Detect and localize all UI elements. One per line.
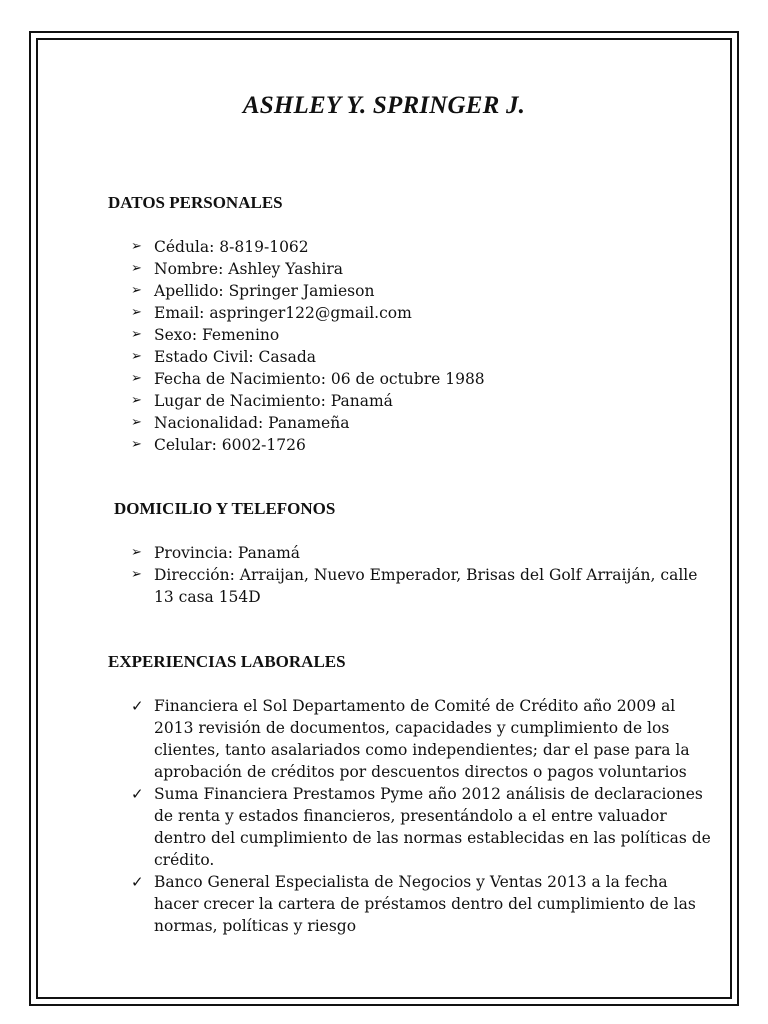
arrow-bullet-icon: ➢	[131, 567, 142, 582]
arrow-bullet-icon: ➢	[131, 261, 142, 276]
arrow-bullet-icon: ➢	[131, 371, 142, 386]
heading-personal-data: DATOS PERSONALES	[108, 193, 283, 212]
list-item: ➢ Estado Civil: Casada	[131, 348, 317, 366]
list-item: ➢ Cédula: 8-819-1062	[131, 238, 309, 256]
list-item: ➢ Provincia: Panamá	[131, 544, 301, 562]
list-item: ➢ Apellido: Springer Jamieson	[131, 282, 375, 300]
experience-list	[131, 695, 716, 937]
list-item: ✓ Banco General Especialista de Negocios y Ventas 2013 a la fecha hacer crecer la cartera de préstamos dentro del cumplimiento de las normas, políticas y riesgo	[131, 873, 696, 935]
list-item: ➢ Sexo: Femenino	[131, 326, 280, 344]
checkmark-icon: ✓	[131, 785, 144, 803]
list-item: ➢ Nacionalidad: Panameña	[131, 414, 350, 432]
checkmark-icon: ✓	[131, 697, 144, 715]
arrow-bullet-icon: ➢	[131, 239, 142, 254]
arrow-bullet-icon: ➢	[131, 415, 142, 430]
list-item: ✓ Suma Financiera Prestamos Pyme año 2012 análisis de declaraciones de renta y estados financieros, presentándolo a el entre valuador dentro del cumplimiento de las normas establecidas en las políticas de crédito.	[131, 785, 711, 869]
address-list	[131, 542, 711, 608]
arrow-bullet-icon: ➢	[131, 305, 142, 320]
arrow-bullet-icon: ➢	[131, 393, 142, 408]
list-item: ✓ Financiera el Sol Departamento de Comité de Crédito año 2009 al 2013 revisión de documentos, capacidades y cumplimiento de los clientes, tanto asalariados como independientes; dar el pase para la aprobación de créditos por descuentos directos o pagos voluntarios	[131, 697, 690, 781]
list-item: ➢ Dirección: Arraijan, Nuevo Emperador, Brisas del Golf Arraiján, calle 13 casa 154D	[131, 566, 698, 606]
heading-address: DOMICILIO Y TELEFONOS	[114, 499, 336, 518]
personal-data-list	[131, 236, 691, 456]
list-item: ➢ Fecha de Nacimiento: 06 de octubre 1988	[131, 370, 485, 388]
arrow-bullet-icon: ➢	[131, 349, 142, 364]
arrow-bullet-icon: ➢	[131, 327, 142, 342]
arrow-bullet-icon: ➢	[131, 437, 142, 452]
arrow-bullet-icon: ➢	[131, 545, 142, 560]
list-item: ➢ Lugar de Nacimiento: Panamá	[131, 392, 393, 410]
checkmark-icon: ✓	[131, 873, 144, 891]
heading-experience: EXPERIENCIAS LABORALES	[108, 652, 346, 671]
resume-name: ASHLEY Y. SPRINGER J.	[242, 92, 526, 119]
list-item: ➢ Nombre: Ashley Yashira	[131, 260, 344, 278]
arrow-bullet-icon: ➢	[131, 283, 142, 298]
list-item: ➢ Email: aspringer122@gmail.com	[131, 304, 412, 322]
list-item: ➢ Celular: 6002-1726	[131, 436, 306, 454]
